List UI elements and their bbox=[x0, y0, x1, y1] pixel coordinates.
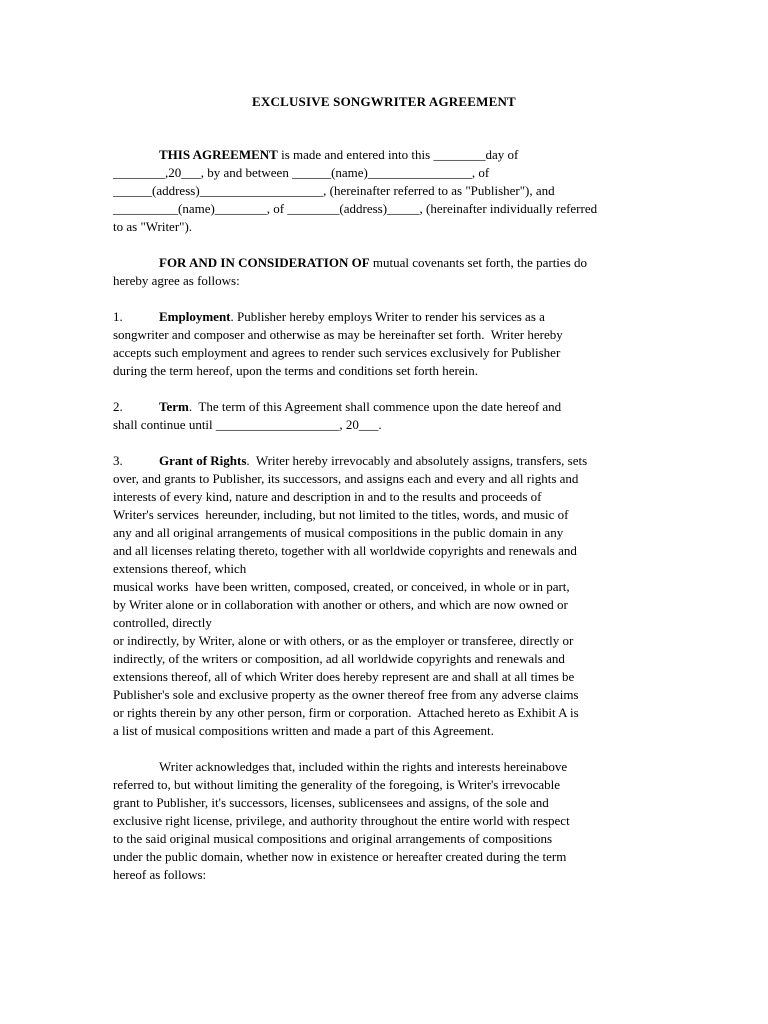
document-title: EXCLUSIVE SONGWRITER AGREEMENT bbox=[252, 94, 516, 109]
section-heading: Term bbox=[159, 399, 189, 414]
intro-paragraph bbox=[113, 146, 658, 236]
section-heading: Grant of Rights bbox=[159, 453, 247, 468]
section-line bbox=[113, 398, 658, 416]
section-line: songwriter and composer and otherwise as may be hereinafter set forth. Writer hereby bbox=[113, 327, 563, 342]
intro-line: ______(address)___________________, (hereinafter referred to as "Publisher"), and bbox=[113, 183, 555, 198]
section-grant-of-rights bbox=[113, 452, 658, 740]
section-line: Writer's services hereunder, including, but not limited to the titles, words, and music of bbox=[113, 507, 569, 522]
section-line: shall continue until ___________________, 20___. bbox=[113, 417, 382, 432]
acknowledgment-line bbox=[113, 758, 658, 776]
section-line: interests of every kind, nature and description in and to the results and proceeds of bbox=[113, 489, 542, 504]
section-line: a list of musical compositions written and made a part of this Agreement. bbox=[113, 723, 494, 738]
consideration-paragraph bbox=[113, 254, 658, 290]
section-line: or indirectly, by Writer, alone or with others, or as the employer or transferee, directly or bbox=[113, 633, 574, 648]
intro-line: to as "Writer"). bbox=[113, 219, 193, 234]
section-line: controlled, directly bbox=[113, 615, 212, 630]
section-number: 2. bbox=[113, 399, 123, 414]
section-heading: Employment bbox=[159, 309, 231, 324]
section-text: . Publisher hereby employs Writer to render his services as a bbox=[230, 309, 545, 324]
section-line: indirectly, of the writers or composition, ad all worldwide copyrights and renewals and bbox=[113, 651, 565, 666]
section-line: any and all original arrangements of musical compositions in the public domain in any bbox=[113, 525, 564, 540]
section-line: extensions thereof, which bbox=[113, 561, 247, 576]
intro-text: is made and entered into this ________day of bbox=[277, 147, 519, 162]
section-line: accepts such employment and agrees to render such services exclusively for Publisher bbox=[113, 345, 561, 360]
consideration-text: mutual covenants set forth, the parties do bbox=[369, 255, 588, 270]
section-line: musical works have been written, composed, created, or conceived, in whole or in part, bbox=[113, 579, 570, 594]
section-line: over, and grants to Publisher, its successors, and assigns each and every and all rights and bbox=[113, 471, 579, 486]
section-line: and all licenses relating thereto, together with all worldwide copyrights and renewals and bbox=[113, 543, 577, 558]
consideration-line bbox=[113, 254, 658, 272]
acknowledgment-line: exclusive right license, privilege, and authority throughout the entire world with respect bbox=[113, 813, 570, 828]
section-text: . Writer hereby irrevocably and absolutely assigns, transfers, sets bbox=[246, 453, 588, 468]
document-body bbox=[113, 146, 658, 884]
section-text: . The term of this Agreement shall commence upon the date hereof and bbox=[188, 399, 562, 414]
section-employment bbox=[113, 308, 658, 380]
acknowledgment-line: grant to Publisher, it's successors, licenses, sublicensees and assigns, of the sole and bbox=[113, 795, 549, 810]
section-line bbox=[113, 452, 658, 470]
acknowledgment-paragraph bbox=[113, 758, 658, 884]
acknowledgment-line: under the public domain, whether now in existence or hereafter created during the term bbox=[113, 849, 567, 864]
section-line: or rights therein by any other person, firm or corporation. Attached hereto as Exhibit A is bbox=[113, 705, 579, 720]
section-line bbox=[113, 308, 658, 326]
intro-bold: THIS AGREEMENT bbox=[159, 147, 278, 162]
acknowledgment-text: Writer acknowledges that, included within the rights and interests hereinabove bbox=[159, 759, 568, 774]
section-line: extensions thereof, all of which Writer does hereby represent are and shall at all times be bbox=[113, 669, 575, 684]
section-line: during the term hereof, upon the terms and conditions set forth herein. bbox=[113, 363, 478, 378]
intro-line bbox=[113, 146, 658, 164]
consideration-bold: FOR AND IN CONSIDERATION OF bbox=[159, 255, 370, 270]
section-number: 3. bbox=[113, 453, 123, 468]
consideration-line: hereby agree as follows: bbox=[113, 273, 240, 288]
intro-line: __________(name)________, of ________(address)_____, (hereinafter individually referred bbox=[113, 201, 598, 216]
section-number: 1. bbox=[113, 309, 123, 324]
acknowledgment-line: to the said original musical compositions and original arrangements of compositions bbox=[113, 831, 553, 846]
acknowledgment-line: referred to, but without limiting the generality of the foregoing, is Writer's irrevocable bbox=[113, 777, 561, 792]
intro-line: ________,20___, by and between ______(name)________________, of bbox=[113, 165, 490, 180]
section-line: by Writer alone or in collaboration with another or others, and which are now owned or bbox=[113, 597, 568, 612]
section-line: Publisher's sole and exclusive property as the owner thereof free from any adverse claims bbox=[113, 687, 579, 702]
section-term bbox=[113, 398, 658, 434]
acknowledgment-line: hereof as follows: bbox=[113, 867, 207, 882]
